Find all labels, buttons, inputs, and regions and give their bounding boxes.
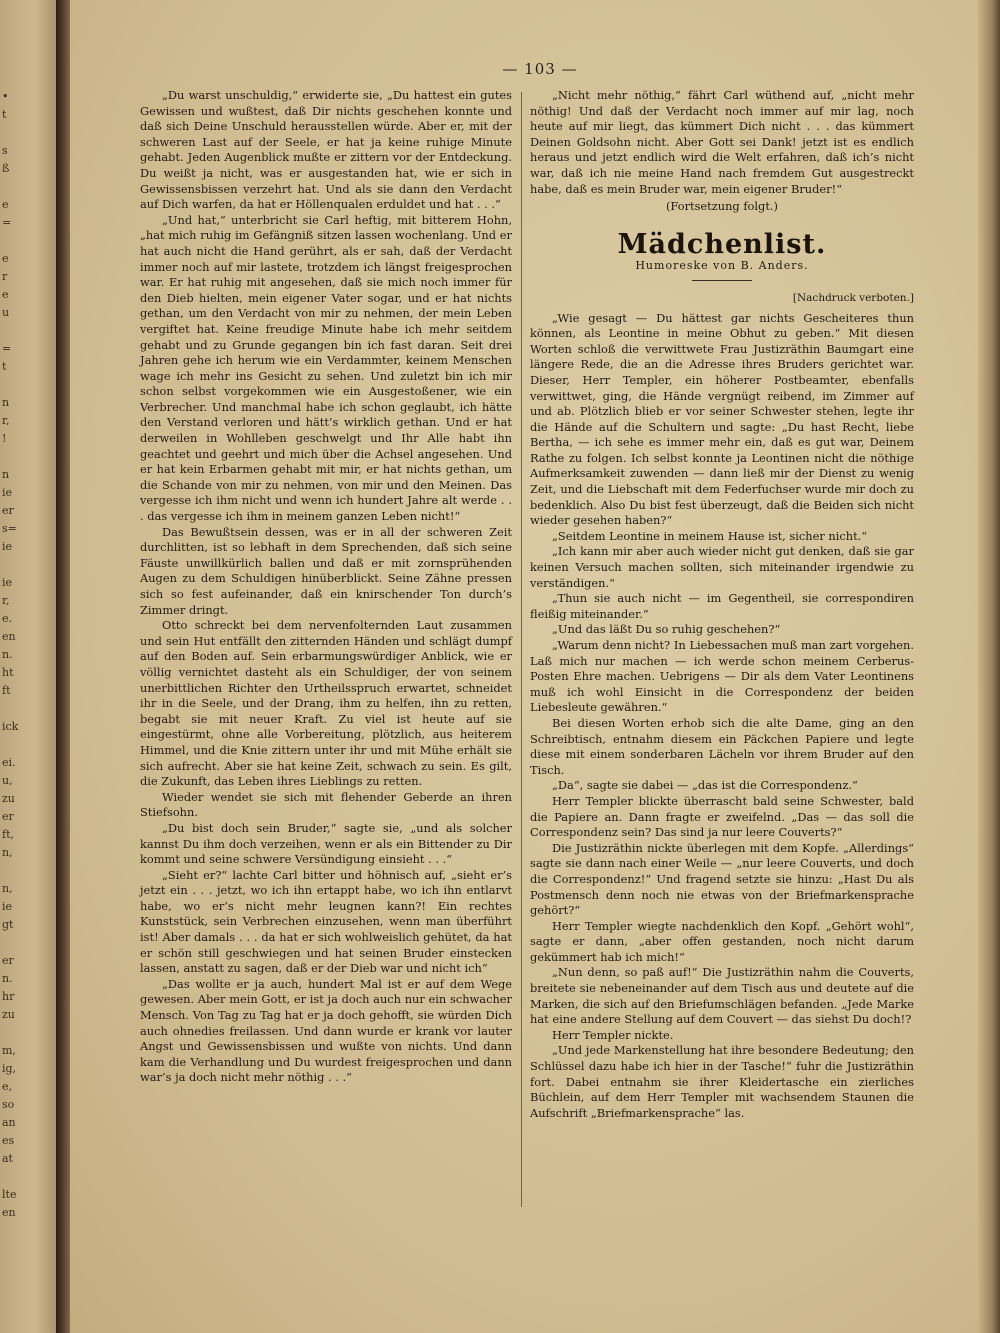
previous-page-fragment (0, 230, 58, 248)
paragraph: „Ich kann mir aber auch wieder nicht gut denken, daß sie gar keinen Versuch machen sollten, sich miteinander irgendwie zu verständigen.“ (530, 544, 914, 590)
paragraph: Die Justizräthin nickte überlegen mit dem Kopfe. „Allerdings“ sagte sie dann nach einer Weile — „nur leere Couverts, und doch die Correspondenz!“ Und fragend setzte sie hinzu: „Hast Du als Postmensch denn noch nie etwas von der Briefmarkensprache gehört?“ (530, 840, 914, 918)
story-byline: Humoreske von B. Anders. (635, 259, 809, 273)
previous-page-fragment (0, 320, 58, 338)
paragraph: „Du warst unschuldig,“ erwiderte sie, „Du hattest ein gutes Gewissen und wußtest, daß Dir nichts geschehen konnte und daß sich Deine Unschuld herausstellen würde. Aber er, mit der schweren Last auf der Seele, er hat ja keine ruhige Minute gehabt. Jeden Augenblick mußte er zittern vor der Entdeckung. Du weißt ja nicht, was er ausgestanden hat, wie er sich in Gewissensbissen verzehrt hat. Und als sie dann den Verdacht auf Dich warfen, da hat er Höllenqualen erduldet und hat . . .“ (140, 88, 512, 212)
previous-page-fragment: n. (2, 972, 13, 985)
previous-page-fragment: e, (2, 1080, 13, 1093)
previous-page-fragment: lte (2, 1188, 17, 1201)
previous-page-fragment: n. (2, 648, 13, 661)
previous-page-fragment: e (2, 198, 9, 211)
previous-page-fragment: t (2, 360, 7, 373)
previous-page-fragment: e. (2, 612, 13, 625)
previous-page-fragment: gt (2, 918, 14, 931)
previous-page-fragment: ie (2, 576, 13, 589)
paragraph: „Wie gesagt — Du hättest gar nichts Gescheiteres thun können, als Leontine in meine Obhut zu geben.“ Mit diesen Worten schloß die verwittwete Frau Justizräthin Baumgart eine längere Rede, die an die Adresse ihres Bruders gerichtet war. Dieser, Herr Templer, ein höherer Postbeamter, ebenfalls verwittwet, ging, die Hände vergnügt reibend, im Zimmer auf und ab. Plötzlich blieb er vor seiner Schwester stehen, legte ihr die Hände auf die Schultern und sagte: „Du hast Recht, liebe Bertha, — ich sehe es immer mehr ein, daß es gut war, Deinem Rathe zu folgen. Ich selbst konnte ja Leontinen nicht die nöthige Aufmerksamkeit zuwenden — dann ließ mir der Dienst zu wenig Zeit, und die Liebschaft mit dem Federfuchser wurde mir doch zu bedenklich. Also Du bist fest überzeugt, daß die Beiden sich nicht wieder gesehen haben?“ (530, 310, 914, 528)
paragraph: „Nun denn, so paß auf!“ Die Justizräthin nahm die Couverts, breitete sie nebeneinander auf dem Tisch aus und deutete auf die Marken, die sich auf den Briefumschlägen befanden. „Jede Marke hat eine andere Stellung auf dem Couvert — das siehst Du doch!? (530, 965, 914, 1027)
previous-page-fragment (0, 734, 58, 752)
previous-page-fragment: ft, (2, 828, 14, 841)
previous-page-fragment: e (2, 288, 9, 301)
previous-page-fragment: er (2, 954, 14, 967)
previous-page-fragment: hr (2, 990, 15, 1003)
previous-page-fragment: zu (2, 792, 15, 805)
paragraph: „Seitdem Leontine in meinem Hause ist, sicher nicht.“ (552, 528, 868, 543)
previous-page-fragment: en (2, 630, 16, 643)
previous-page-fragment (0, 698, 58, 716)
paragraph: „Sieht er?“ lachte Carl bitter und höhnisch auf, „sieht er’s jetzt ein . . . jetzt, wo ich ihn ertappt habe, wo ich ihn entlarvt habe, wo er’s nicht mehr leugnen kann?! Ein rechtes Kunststück, sein Verbrechen einzusehen, wenn man überführt ist! Aber damals . . . da hat er sich wohlweislich gehütet, da hat er schön still geschwiegen und hat seinen Bruder einstecken lassen, anstatt zu sagen, daß er der Dieb war und nicht ich“ (140, 867, 512, 976)
previous-page-fragment (0, 122, 58, 140)
paragraph: Herr Templer nickte. (552, 1027, 674, 1042)
previous-page-fragment: an (2, 1116, 16, 1129)
paragraph: Otto schreckt bei dem nervenfolternden Laut zusammen und sein Hut entfällt den zitternden Händen und schlägt dumpf auf den Boden auf. Sein erbarmungswürdiger Anblick, wie er völlig vernichtet dasteht als ein Schuldiger, der von seinem unerbittlichen Richter den Urtheilsspruch erwartet, schneidet ihr in die Seele, und der Drang, ihm zu helfen, ihn zu retten, begabt sie mit neuer Kraft. Zu viel ist heute auf sie eingestürmt, ohne alle Vorbereitung, plötzlich, aus heiterem Himmel, und die Knie zittern unter ihr und mit Mühe erhält sie sich aufrecht. Aber sie hat keine Zeit, schwach zu sein. Es gilt, die Zukunft, das Leben ihres Lieblings zu retten. (140, 618, 512, 789)
previous-page-fragment: so (2, 1098, 15, 1111)
previous-page-fragment: = (2, 216, 12, 229)
previous-page-fragment (0, 374, 58, 392)
previous-page-fragment (0, 932, 58, 950)
paragraph: „Da“, sagte sie dabei — „das ist die Correspondenz.“ (552, 778, 858, 793)
previous-page-edge (0, 0, 58, 1333)
previous-page-fragment: n (2, 468, 10, 481)
paragraph: Das Bewußtsein dessen, was er in all der schweren Zeit durchlitten, ist so lebhaft in dem Sprechenden, daß sich seine Fäuste unwillkürlich ballen und daß er mit zornsprühenden Augen zu dem Schuldigen hinüberblickt. Seine Zähne pressen sich so fest aufeinander, daß ein knirschender Ton durch’s Zimmer dringt. (140, 524, 512, 617)
previous-page-fragment: u, (2, 774, 13, 787)
previous-page-fragments (0, 0, 58, 1220)
previous-page-fragment: ht (2, 666, 14, 679)
previous-page-fragment (0, 860, 58, 878)
reprint-notice: [Nachdruck verboten.] (792, 291, 914, 304)
previous-page-fragment: t (2, 108, 7, 121)
previous-page-fragment: ft (2, 684, 11, 697)
previous-page-fragment: en (2, 1206, 16, 1219)
previous-page-fragment: ie (2, 486, 13, 499)
previous-page-fragment: ß (2, 162, 10, 175)
previous-page-fragment: at (2, 1152, 13, 1165)
paragraph: „Das wollte er ja auch, hundert Mal ist er auf dem Wege gewesen. Aber mein Gott, er ist ja doch auch nur ein schwacher Mensch. Von Tag zu Tag hat er ja doch gehofft, sie würden Dich auch ohnedies freilassen. Und dann wurde er krank vor lauter Angst und Gewissensbissen und wußte von nichts. Und dann kam die Verhandlung und Du wurdest freigesprochen und dann war’s ja doch nicht mehr nöthig . . .“ (140, 976, 512, 1085)
previous-page-fragment: • (2, 90, 9, 103)
paragraph: Bei diesen Worten erhob sich die alte Dame, ging an den Schreibtisch, entnahm diesem ein Päckchen Papiere und legte diese mit einem sonderbaren Lächeln vor ihrem Bruder auf den Tisch. (530, 715, 914, 777)
title-rule (692, 280, 752, 281)
previous-page-fragment: n (2, 396, 10, 409)
previous-page-fragment: = (2, 342, 12, 355)
previous-page-fragment: ie (2, 900, 13, 913)
paragraph: „Du bist doch sein Bruder,“ sagte sie, „und als solcher kannst Du ihm doch verzeihen, wenn er als ein Bittender zu Dir kommt und seine schwere Versündigung einsieht . . .“ (140, 820, 512, 867)
previous-page-fragment (0, 554, 58, 572)
paragraph: Wieder wendet sie sich mit flehender Geberde an ihren Stiefsohn. (140, 789, 512, 820)
paragraph: „Und jede Markenstellung hat ihre besondere Bedeutung; den Schlüssel dazu habe ich hier in der Tasche!“ fuhr die Justizräthin fort. Dabei entnahm sie ihrer Kleidertasche ein zierliches Büchlein, auf dem Herr Templer mit wachsendem Staunen die Aufschrift „Briefmarkensprache“ las. (530, 1043, 914, 1120)
previous-page-fragment (0, 446, 58, 464)
continuation-note: (Fortsetzung folgt.) (665, 199, 778, 214)
previous-page-fragment: er (2, 810, 14, 823)
previous-page-fragment: n, (2, 846, 13, 859)
previous-page-fragment: ie (2, 540, 13, 553)
previous-page-fragment: ick (2, 720, 19, 733)
paragraph: Herr Templer blickte überrascht bald seine Schwester, bald die Papiere an. Dann fragte er zweifelnd. „Das — das soll die Correspondenz sein? Das sind ja nur leere Couverts?“ (530, 793, 914, 840)
previous-page-fragment (0, 176, 58, 194)
previous-page-fragment: r, (2, 594, 10, 607)
paragraph: „Und hat,“ unterbricht sie Carl heftig, mit bitterem Hohn, „hat mich ruhig im Gefängniß sitzen lassen wochenlang. Und er hat auch nicht die Hand gerührt, als er sah, daß der Verdacht immer noch auf mir lastete, trotzdem ich längst freigesprochen war. Er hat ruhig mit angesehen, daß sie mich noch immer für den Dieb hielten, mein eigener Vater sogar, und er hat nichts gethan, um den Verdacht von mir zu nehmen, der mein Leben vergiftet hat. Keine freudige Minute habe ich mehr seitdem gehabt und zu Grunde gegangen bin ich fast daran. Seit drei Jahren gehe ich herum wie ein Verdammter, keinem Menschen wage ich mehr ins Gesicht zu sehen. Und zuletzt bin ich mir schon selbst vorgekommen wie ein Ausgestoßener, wie ein Verbrecher. Und manchmal habe ich schon geglaubt, ich hätte den Verstand verloren und hätt’s wirklich gethan. Und er hat derweilen in Wohlleben geschwelgt und Ihr Alle habt ihn geachtet und geehrt und mich über die Achsel angesehen. Und er hat kein Erbarmen gehabt mit mir, er hat nichts gethan, um die Schande von mir zu nehmen, von mir und den Meinen. Das vergesse ich ihm nicht und wenn ich hundert Jahre alt werde . . . das vergesse ich ihm in meinem ganzen Leben nicht!“ (140, 212, 512, 524)
previous-page-fragment: s (2, 144, 8, 157)
previous-page-fragment: zu (2, 1008, 15, 1021)
previous-page-fragment: e (2, 252, 9, 265)
previous-page-fragment: r (2, 270, 8, 283)
page-number: — 103 — (502, 60, 578, 78)
previous-page-fragment: ei. (2, 756, 16, 769)
right-column (530, 88, 914, 1121)
paragraph: „Und das läßt Du so ruhig geschehen?“ (552, 622, 781, 637)
paragraph: Herr Templer wiegte nachdenklich den Kopf. „Gehört wohl“, sagte er dann, „aber offen gestanden, noch nicht darum gekümmert hab ich mich!“ (530, 918, 914, 964)
left-column (140, 88, 512, 1086)
previous-page-fragment: m, (2, 1044, 16, 1057)
previous-page-fragment: ! (2, 432, 7, 445)
previous-page-fragment: er (2, 504, 14, 517)
previous-page-fragment: n, (2, 882, 13, 895)
paragraph: „Warum denn nicht? In Liebessachen muß man zart vorgehen. Laß mich nur machen — ich werde schon meinem Cerberus-Posten Ehre machen. Uebrigens — Dir als dem Vater Leontinens muß ich wohl Einsicht in die Correspondenz der beiden Liebesleute gewähren.“ (530, 638, 914, 715)
newspaper-page (70, 0, 1000, 1333)
previous-page-fragment (0, 1022, 58, 1040)
page-right-edge (978, 0, 1000, 1333)
story-title: Mädchenlist. (617, 228, 827, 260)
previous-page-fragment: es (2, 1134, 15, 1147)
previous-page-fragment: ig, (2, 1062, 17, 1075)
previous-page-fragment (0, 1166, 58, 1184)
previous-page-fragment: r, (2, 414, 10, 427)
previous-page-fragment: s= (2, 522, 17, 535)
previous-page-fragment: u (2, 306, 10, 319)
paragraph: „Thun sie auch nicht — im Gegentheil, sie correspondiren fleißig miteinander.“ (530, 591, 914, 621)
column-divider (521, 92, 522, 1207)
paragraph: „Nicht mehr nöthig,“ fährt Carl wüthend auf, „nicht mehr nöthig! Und daß der Verdacht noch immer auf mir lag, noch heute auf mir liegt, das kümmert Dich nicht . . . das kümmert Deinen Goldsohn nicht. Aber Gott sei Dank! jetzt ist es endlich heraus und jetzt endlich wird die Welt erfahren, daß ich’s nicht war, daß ich nie meine Hand nach fremdem Gut ausgestreckt habe, daß es mein Bruder war, mein eigener Bruder!“ (530, 88, 914, 196)
